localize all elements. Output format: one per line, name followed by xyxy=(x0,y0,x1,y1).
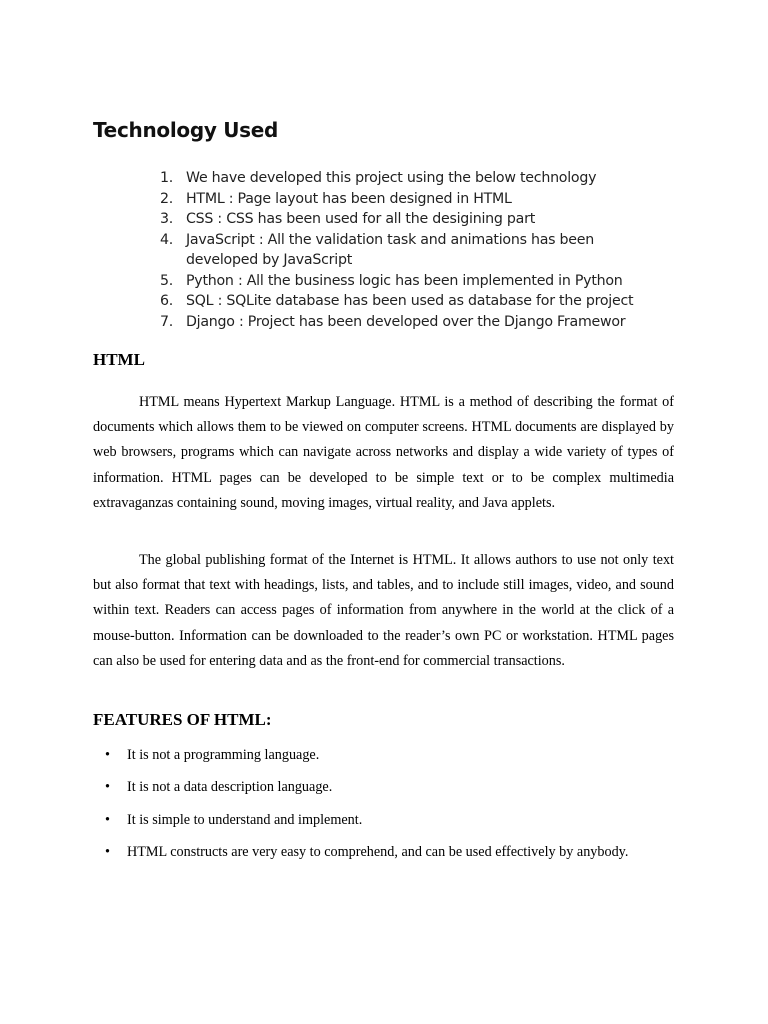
list-item-text: HTML : Page layout has been designed in HTML xyxy=(186,190,512,207)
feature-text: It is not a programming language. xyxy=(127,747,320,763)
list-item-text: SQL : SQLite database has been used as database for the project xyxy=(186,293,634,309)
list-item-number: 5. xyxy=(160,272,174,289)
html-paragraph-1: HTML means Hypertext Markup Language. HTML is a method of describing the format of documents which allows them to be viewed on computer screens. HTML documents are displayed by web browsers, programs which can navigate across networks and display a wide variety of types of information. HTML pages can be developed to be simple text or to be complex multimedia extravaganzas containing sound, moving images, virtual reality, and Java applets. xyxy=(93,394,674,511)
list-item-number: 3. xyxy=(160,211,174,227)
list-item-text: Python : All the business logic has been implemented in Python xyxy=(186,272,623,289)
list-item-text: Django : Project has been developed over the Django Framewor xyxy=(186,313,626,330)
list-item xyxy=(160,291,680,312)
list-item xyxy=(160,209,680,230)
bullet-icon: • xyxy=(105,747,110,763)
html-section-heading: HTML xyxy=(93,350,145,369)
list-item xyxy=(93,840,674,865)
list-item-text: We have developed this project using the below technology xyxy=(186,170,597,186)
list-item xyxy=(160,312,680,333)
list-item-number: 6. xyxy=(160,293,174,309)
technology-list xyxy=(160,168,680,332)
list-item-number: 4. xyxy=(160,231,174,248)
feature-text: It is simple to understand and implement. xyxy=(127,811,363,828)
list-item xyxy=(93,743,674,768)
list-item xyxy=(93,775,674,800)
list-item xyxy=(160,271,680,292)
list-item-number: 7. xyxy=(160,313,174,330)
list-item-text: CSS : CSS has been used for all the desigining part xyxy=(186,211,536,227)
feature-text: It is not a data description language. xyxy=(127,779,333,796)
list-item xyxy=(160,230,680,271)
list-item-text: JavaScript : All the validation task and animations has been developed by JavaScript xyxy=(186,231,595,268)
list-item xyxy=(160,189,680,210)
list-item xyxy=(160,168,680,189)
list-item xyxy=(93,808,674,833)
bullet-icon: • xyxy=(105,779,110,796)
bullet-icon: • xyxy=(105,811,110,828)
list-item-number: 1. xyxy=(160,170,174,186)
feature-text: HTML constructs are very easy to comprehend, and can be used effectively by anybody. xyxy=(127,844,629,861)
list-item-number: 2. xyxy=(160,190,174,207)
bullet-icon: • xyxy=(105,844,110,861)
features-list xyxy=(93,743,674,873)
page-title: Technology Used xyxy=(93,118,279,142)
html-paragraph-2: The global publishing format of the Internet is HTML. It allows authors to use not only text but also format that text with headings, lists, and tables, and to include still images, video, and sound within text. Readers can access pages of information from anywhere in the world at the click of a mouse-button. Information can be downloaded to the reader’s own PC or workstation. HTML pages can also be used for entering data and as the front-end for commercial transactions. xyxy=(93,552,674,669)
features-heading: FEATURES OF HTML: xyxy=(93,710,272,729)
